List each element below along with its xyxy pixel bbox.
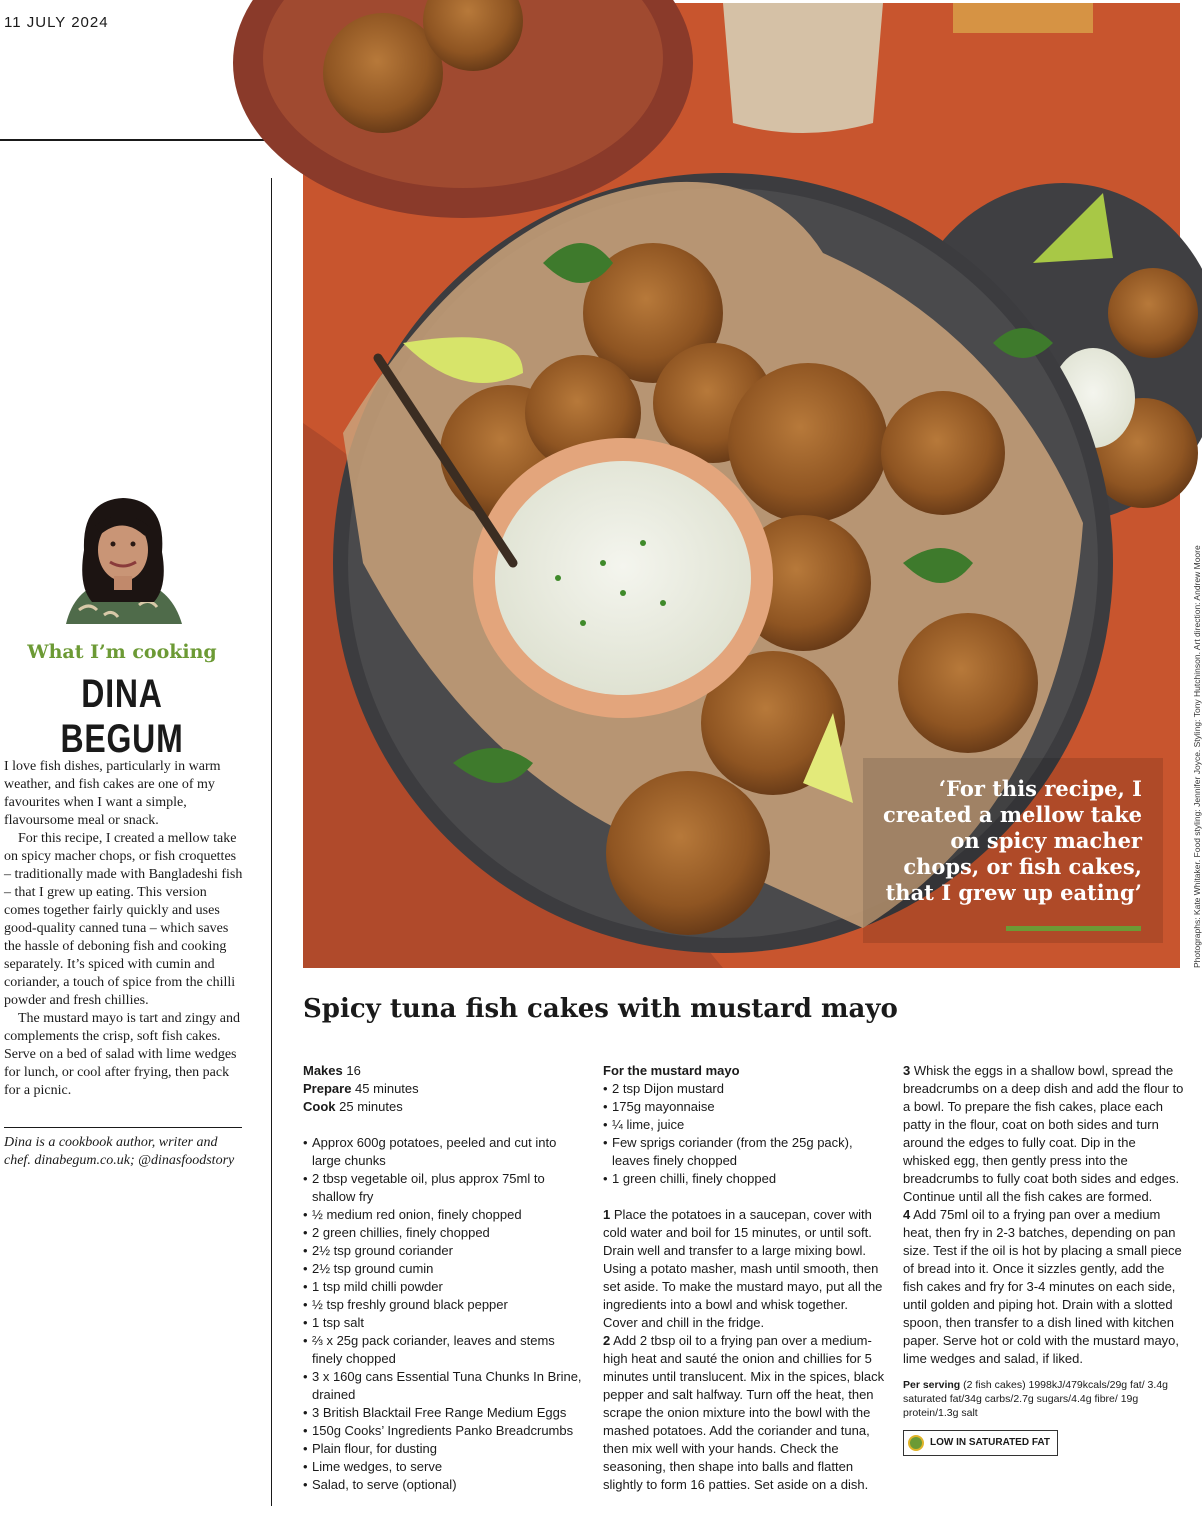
mayo-ingredient-item: • 175g mayonnaise	[603, 1098, 885, 1116]
step-text: Add 2 tbsp oil to a frying pan over a medium-high heat and sauté the onion and chillies for 5 minutes until translucent. Mix in the spices, black pepper and salt halfway. Turn off the heat, then scrape the onion mixture into the bowl with the mashed potatoes. Add the coriander and tuna, then mix well with your hands. Check the seasoning, then shape into balls and flatten slightly to form 16 patties. Set aside on a dish.	[603, 1333, 885, 1492]
column-kicker: What I’m cooking	[27, 641, 217, 663]
pull-quote-rule	[1006, 926, 1141, 931]
makes-line	[303, 1062, 585, 1080]
step-number: 2	[603, 1333, 611, 1348]
makes-value: 16	[346, 1063, 361, 1078]
badge-label: LOW IN SATURATED FAT	[930, 1437, 1050, 1448]
cook-value: 25 minutes	[339, 1099, 403, 1114]
method-step	[903, 1062, 1185, 1206]
pull-quote: ‘For this recipe, I created a mellow take on spicy macher chops, or fish cakes, that I grew up eating’	[883, 776, 1142, 905]
step-text: Place the potatoes in a saucepan, cover with cold water and boil for 15 minutes, or until soft. Drain well and transfer to a large mixing bowl. Using a potato masher, mash until smooth, then set aside. To make the mustard mayo, put all the ingredients into a bowl and whisk together. Cover and chill in the fridge.	[603, 1207, 883, 1330]
cook-line	[303, 1098, 585, 1116]
low-saturated-fat-badge	[903, 1430, 1058, 1456]
method-column-2	[903, 1062, 1185, 1456]
mayo-ingredient-item: • ¼ lime, juice	[603, 1116, 885, 1134]
step-number: 4	[903, 1207, 911, 1222]
ingredient-item: • 1 tsp salt	[303, 1314, 585, 1332]
step-text: Whisk the eggs in a shallow bowl, spread the breadcrumbs on a deep dish and add the flour to a bowl. To prepare the fish cakes, place each patty in the flour, coat on both sides and turn around the edges to fully coat. Dip in the whisked egg, then gently press into the breadcrumbs to fully coat both sides and edges. Continue until all the fish cakes are formed.	[903, 1063, 1184, 1204]
mayo-ingredient-item: • 1 green chilli, finely chopped	[603, 1170, 885, 1188]
ingredient-item: • ⅔ x 25g pack coriander, leaves and stems finely chopped	[303, 1332, 585, 1368]
ingredient-item: • 1 tsp mild chilli powder	[303, 1278, 585, 1296]
step-text: Add 75ml oil to a frying pan over a medium heat, then fry in 2-3 batches, depending on pan size. Test if the oil is hot by placing a small piece of bread into it. Once it sizzles gently, add the fish cakes and fry for 3-4 minutes on each side, until golden and piping hot. Drain with a slotted spoon, then transfer to a dish lined with kitchen paper. Serve hot or cold with the mustard mayo, lime wedges and salad, if liked.	[903, 1207, 1182, 1366]
step-number: 3	[903, 1063, 911, 1078]
author-name: DINA BEGUM	[60, 672, 184, 761]
mayo-ingredient-item: • Few sprigs coriander (from the 25g pack), leaves finely chopped	[603, 1134, 885, 1170]
mayo-heading: For the mustard mayo	[603, 1063, 740, 1078]
nutrition-label: Per serving	[903, 1379, 961, 1391]
intro-text	[4, 758, 244, 1100]
ingredient-list	[303, 1134, 585, 1494]
ingredient-item: • Plain flour, for dusting	[303, 1440, 585, 1458]
recipe-title: Spicy tuna fish cakes with mustard mayo	[303, 994, 898, 1024]
mayo-ingredient-item: • 2 tsp Dijon mustard	[603, 1080, 885, 1098]
intro-paragraph: The mustard mayo is tart and zingy and complements the crisp, soft fish cakes. Serve on a bed of salad with lime wedges for lunch, or cool after frying, then pack for a picnic.	[4, 1011, 240, 1098]
method-step	[903, 1206, 1185, 1368]
prepare-line	[303, 1080, 585, 1098]
ingredient-item: • Lime wedges, to serve	[303, 1458, 585, 1476]
ingredient-item: • 2½ tsp ground cumin	[303, 1260, 585, 1278]
author-bio: Dina is a cookbook author, writer and chef. dinabegum.co.uk; @dinasfoodstory	[4, 1135, 235, 1168]
ingredient-item: • ½ tsp freshly ground black pepper	[303, 1296, 585, 1314]
method-column-1	[603, 1062, 885, 1494]
column-divider	[271, 178, 272, 1506]
nutrition-info	[903, 1378, 1185, 1420]
makes-label: Makes	[303, 1063, 343, 1078]
ingredient-item: • Approx 600g potatoes, peeled and cut into large chunks	[303, 1134, 585, 1170]
ingredients-column	[303, 1062, 585, 1494]
ingredient-item: • 2 tbsp vegetable oil, plus approx 75ml to shallow fry	[303, 1170, 585, 1206]
ingredient-item: • 2½ tsp ground coriander	[303, 1242, 585, 1260]
prepare-value: 45 minutes	[355, 1081, 419, 1096]
step-number: 1	[603, 1207, 611, 1222]
ingredient-item: • Salad, to serve (optional)	[303, 1476, 585, 1494]
photo-credit: Photographs: Kate Whitaker. Food styling: Jennifer Joyce. Styling: Tony Hutchinson. Art direction: Andrew Moore	[1192, 545, 1202, 968]
health-badge-icon	[908, 1435, 924, 1451]
nutrition-text: (2 fish cakes) 1998kJ/479kcals/29g fat/ 3.4g saturated fat/34g carbs/2.7g sugars/4.4g fibre/ 19g protein/1.3g salt	[903, 1379, 1168, 1419]
ingredient-item: • ½ medium red onion, finely chopped	[303, 1206, 585, 1224]
issue-date: 11 JULY 2024	[4, 14, 109, 31]
mayo-ingredient-list	[603, 1080, 885, 1188]
intro-paragraph: For this recipe, I created a mellow take on spicy macher chops, or fish croquettes – traditionally made with Bangladeshi fish – that I grew up eating. This version comes together fairly quickly and uses good-quality canned tuna – which saves the hassle of deboning fish and cooking separately. It’s spiced with cumin and coriander, a touch of spice from the chilli powder and fresh chillies.	[4, 831, 243, 1008]
top-rule	[0, 139, 302, 141]
intro-paragraph: I love fish dishes, particularly in warm weather, and fish cakes are one of my favourites when I want a simple, flavoursome meal or snack.	[4, 759, 221, 828]
ingredient-item: • 3 British Blacktail Free Range Medium Eggs	[303, 1404, 585, 1422]
ingredient-item: • 3 x 160g cans Essential Tuna Chunks In Brine, drained	[303, 1368, 585, 1404]
prepare-label: Prepare	[303, 1081, 352, 1096]
method-step	[603, 1206, 885, 1332]
ingredient-item: • 2 green chillies, finely chopped	[303, 1224, 585, 1242]
cook-label: Cook	[303, 1099, 336, 1114]
ingredient-item: • 150g Cooks’ Ingredients Panko Breadcrumbs	[303, 1422, 585, 1440]
method-step	[603, 1332, 885, 1494]
bio-rule	[4, 1127, 242, 1128]
author-portrait	[44, 490, 202, 624]
